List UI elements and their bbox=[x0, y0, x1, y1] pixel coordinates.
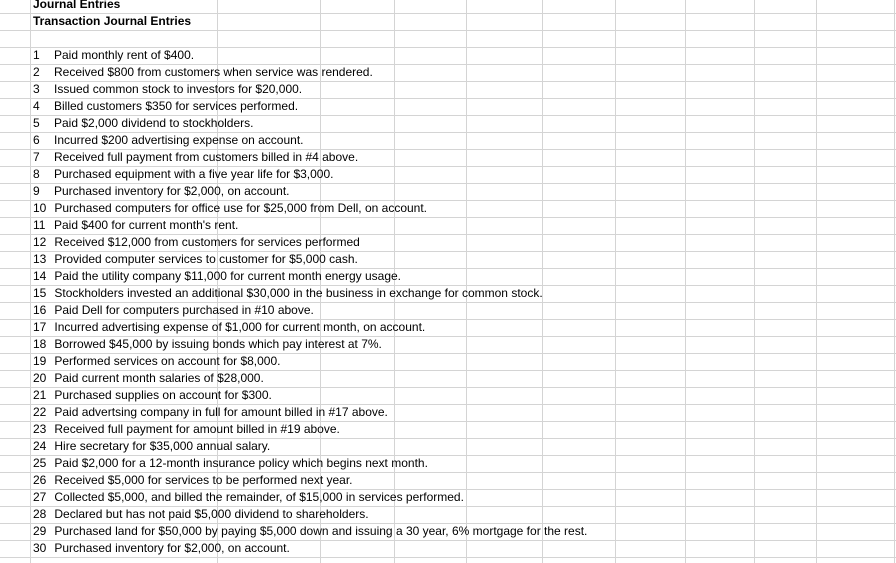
entry-number: 30 bbox=[33, 541, 47, 555]
entry-description: Purchased inventory for $2,000, on account. bbox=[54, 184, 290, 198]
entry-number: 8 bbox=[33, 167, 40, 181]
journal-entry-cell[interactable] bbox=[31, 98, 298, 115]
entry-description: Received $5,000 for services to be performed next year. bbox=[54, 473, 353, 487]
entry-description: Borrowed $45,000 by issuing bonds which pay interest at 7%. bbox=[54, 337, 382, 351]
sheet-title[interactable]: Journal Entries bbox=[33, 0, 121, 11]
entry-number: 24 bbox=[33, 439, 47, 453]
entry-description: Purchased computers for office use for $25,000 from Dell, on account. bbox=[54, 201, 428, 215]
journal-entry-cell[interactable] bbox=[31, 370, 264, 387]
journal-entry-cell[interactable] bbox=[31, 319, 425, 336]
entry-number: 10 bbox=[33, 201, 47, 215]
gridline-row bbox=[0, 30, 896, 31]
journal-entry-cell[interactable] bbox=[31, 455, 428, 472]
entry-description: Billed customers $350 for services performed. bbox=[54, 99, 299, 113]
entry-number: 20 bbox=[33, 371, 47, 385]
entry-description: Purchased land for $50,000 by paying $5,000 down and issuing a 30 year, 6% mortgage for the rest. bbox=[54, 524, 588, 538]
entry-number: 22 bbox=[33, 405, 47, 419]
entry-number: 28 bbox=[33, 507, 47, 521]
gridline-column bbox=[685, 0, 686, 563]
journal-entry-cell[interactable] bbox=[31, 64, 373, 81]
entry-number: 3 bbox=[33, 82, 40, 96]
gridline-column bbox=[466, 0, 467, 563]
entry-description: Purchased equipment with a five year life for $3,000. bbox=[54, 167, 334, 181]
sheet-subtitle[interactable]: Transaction Journal Entries bbox=[33, 14, 192, 28]
entry-number: 26 bbox=[33, 473, 47, 487]
entry-number: 29 bbox=[33, 524, 47, 538]
entry-description: Paid current month salaries of $28,000. bbox=[54, 371, 264, 385]
entry-description: Received full payment from customers billed in #4 above. bbox=[54, 150, 359, 164]
entry-description: Paid $400 for current month's rent. bbox=[54, 218, 239, 232]
entry-number: 13 bbox=[33, 252, 47, 266]
entry-number: 23 bbox=[33, 422, 47, 436]
journal-entry-cell[interactable] bbox=[31, 506, 369, 523]
gridline-column bbox=[542, 0, 543, 563]
journal-entry-cell[interactable] bbox=[31, 438, 270, 455]
entry-number: 17 bbox=[33, 320, 47, 334]
entry-description: Purchased inventory for $2,000, on account. bbox=[54, 541, 290, 555]
entry-description: Stockholders invested an additional $30,000 in the business in exchange for common stock. bbox=[54, 286, 543, 300]
entry-number: 25 bbox=[33, 456, 47, 470]
journal-entry-cell[interactable] bbox=[31, 132, 304, 149]
entry-description: Received $12,000 from customers for services performed bbox=[54, 235, 360, 249]
journal-entry-cell[interactable] bbox=[31, 421, 340, 438]
entry-number: 11 bbox=[33, 218, 46, 232]
entry-description: Paid monthly rent of $400. bbox=[54, 48, 195, 62]
entry-description: Performed services on account for $8,000. bbox=[54, 354, 281, 368]
entry-description: Paid Dell for computers purchased in #10 above. bbox=[54, 303, 314, 317]
entry-number: 21 bbox=[33, 388, 47, 402]
entry-description: Incurred advertising expense of $1,000 for current month, on account. bbox=[54, 320, 426, 334]
journal-entry-cell[interactable] bbox=[31, 540, 290, 557]
entry-description: Paid the utility company $11,000 for current month energy usage. bbox=[54, 269, 402, 283]
entry-number: 18 bbox=[33, 337, 47, 351]
entry-description: Paid $2,000 for a 12-month insurance policy which begins next month. bbox=[54, 456, 428, 470]
journal-entry-cell[interactable] bbox=[31, 81, 302, 98]
entry-description: Issued common stock to investors for $20,000. bbox=[54, 82, 303, 96]
entry-number: 14 bbox=[33, 269, 47, 283]
entry-number: 7 bbox=[33, 150, 40, 164]
entry-number: 16 bbox=[33, 303, 47, 317]
entry-description: Provided computer services to customer for $5,000 cash. bbox=[54, 252, 358, 266]
journal-entry-cell[interactable] bbox=[31, 200, 427, 217]
journal-entry-cell[interactable] bbox=[31, 115, 253, 132]
journal-entry-cell[interactable] bbox=[31, 285, 543, 302]
journal-entry-cell[interactable] bbox=[31, 47, 194, 64]
entry-description: Collected $5,000, and billed the remainder, of $15,000 in services performed. bbox=[54, 490, 464, 504]
journal-entry-cell[interactable] bbox=[31, 251, 358, 268]
journal-entry-cell[interactable] bbox=[31, 523, 587, 540]
journal-entry-cell[interactable] bbox=[31, 234, 360, 251]
entry-number: 19 bbox=[33, 354, 47, 368]
journal-entry-cell[interactable] bbox=[31, 149, 358, 166]
journal-entry-cell[interactable] bbox=[31, 268, 401, 285]
journal-entry-cell[interactable] bbox=[31, 489, 464, 506]
gridline-column bbox=[754, 0, 755, 563]
entry-number: 2 bbox=[33, 65, 40, 79]
gridline-column bbox=[816, 0, 817, 563]
entry-description: Received $800 from customers when service was rendered. bbox=[54, 65, 373, 79]
journal-entry-cell[interactable] bbox=[31, 217, 238, 234]
entry-number: 1 bbox=[33, 48, 40, 62]
entry-description: Declared but has not paid $5,000 dividend to shareholders. bbox=[54, 507, 369, 521]
gridline-row bbox=[0, 557, 896, 558]
journal-entry-cell[interactable] bbox=[31, 387, 272, 404]
entry-number: 6 bbox=[33, 133, 40, 147]
journal-entry-cell[interactable] bbox=[31, 166, 334, 183]
entry-number: 9 bbox=[33, 184, 40, 198]
entry-number: 4 bbox=[33, 99, 40, 113]
journal-entry-cell[interactable] bbox=[31, 336, 382, 353]
journal-entry-cell[interactable] bbox=[31, 353, 280, 370]
entry-description: Received full payment for amount billed in #19 above. bbox=[54, 422, 340, 436]
entry-number: 27 bbox=[33, 490, 47, 504]
entry-number: 15 bbox=[33, 286, 47, 300]
entry-number: 5 bbox=[33, 116, 40, 130]
entry-description: Purchased supplies on account for $300. bbox=[54, 388, 272, 402]
entry-number: 12 bbox=[33, 235, 47, 249]
gridline-column bbox=[615, 0, 616, 563]
journal-entry-cell[interactable] bbox=[31, 183, 289, 200]
gridline-column bbox=[894, 0, 895, 563]
entry-description: Paid advertsing company in full for amount billed in #17 above. bbox=[54, 405, 388, 419]
entry-description: Hire secretary for $35,000 annual salary. bbox=[54, 439, 271, 453]
journal-entry-cell[interactable] bbox=[31, 472, 353, 489]
journal-entry-cell[interactable] bbox=[31, 302, 314, 319]
journal-entry-cell[interactable] bbox=[31, 404, 388, 421]
entry-description: Paid $2,000 dividend to stockholders. bbox=[54, 116, 254, 130]
entry-description: Incurred $200 advertising expense on account. bbox=[54, 133, 304, 147]
